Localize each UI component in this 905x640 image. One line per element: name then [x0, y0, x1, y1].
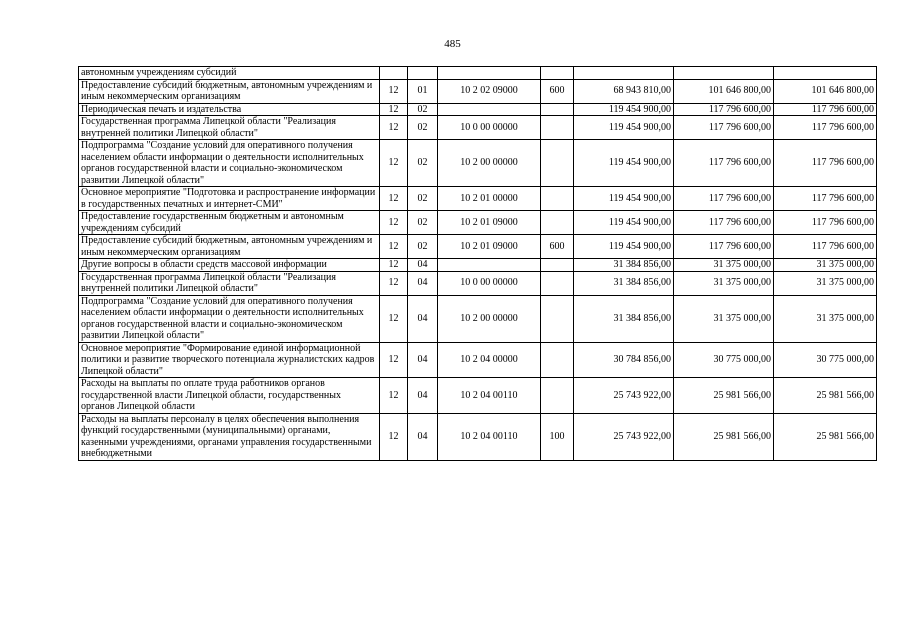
- row-name-cell: Расходы на выплаты персоналу в целях обеспечения выполнения функций государственными (муниципальными) органами, казенными учреждениями, органами управления государственными внебюджетными: [79, 413, 380, 460]
- table-row: [79, 271, 877, 295]
- amount-year-3-cell: 117 796 600,00: [774, 140, 877, 187]
- section-code-cell: 12: [380, 259, 408, 272]
- amount-year-2-cell: 30 775 000,00: [674, 342, 774, 378]
- amount-year-2-cell: 101 646 800,00: [674, 79, 774, 103]
- amount-year-2-cell: 31 375 000,00: [674, 271, 774, 295]
- amount-year-1-cell: 68 943 810,00: [574, 79, 674, 103]
- section-code-cell: 12: [380, 413, 408, 460]
- table-row: [79, 259, 877, 272]
- row-name-cell: Периодическая печать и издательства: [79, 103, 380, 116]
- expense-type-cell: [541, 140, 574, 187]
- subsection-code-cell: 04: [408, 271, 438, 295]
- amount-year-1-cell: 30 784 856,00: [574, 342, 674, 378]
- amount-year-2-cell: 117 796 600,00: [674, 211, 774, 235]
- table-row: [79, 67, 877, 80]
- amount-year-3-cell: 117 796 600,00: [774, 187, 877, 211]
- expense-type-cell: [541, 211, 574, 235]
- target-article-cell: 10 0 00 00000: [438, 116, 541, 140]
- subsection-code-cell: 04: [408, 295, 438, 342]
- subsection-code-cell: 02: [408, 187, 438, 211]
- target-article-cell: 10 2 02 09000: [438, 79, 541, 103]
- row-name-cell: Государственная программа Липецкой области "Реализация внутренней политики Липецкой области": [79, 271, 380, 295]
- table-row: [79, 342, 877, 378]
- section-code-cell: 12: [380, 378, 408, 414]
- row-name-cell: Подпрограмма "Создание условий для оперативного получения населением области информации о деятельности исполнительных органов государственной власти и социально-экономическом развитии Липецкой области": [79, 295, 380, 342]
- row-name-cell: Подпрограмма "Создание условий для оперативного получения населением области информации о деятельности исполнительных органов государственной власти и социально-экономическом развитии Липецкой области": [79, 140, 380, 187]
- amount-year-3-cell: 101 646 800,00: [774, 79, 877, 103]
- table-row: [79, 235, 877, 259]
- subsection-code-cell: 04: [408, 342, 438, 378]
- section-code-cell: 12: [380, 271, 408, 295]
- section-code-cell: [380, 67, 408, 80]
- amount-year-3-cell: 31 375 000,00: [774, 259, 877, 272]
- table-row: [79, 187, 877, 211]
- target-article-cell: 10 2 00 00000: [438, 140, 541, 187]
- expense-type-cell: 100: [541, 413, 574, 460]
- amount-year-3-cell: 117 796 600,00: [774, 235, 877, 259]
- section-code-cell: 12: [380, 103, 408, 116]
- target-article-cell: 10 2 00 00000: [438, 295, 541, 342]
- amount-year-3-cell: [774, 67, 877, 80]
- table-row: [79, 79, 877, 103]
- expense-type-cell: 600: [541, 235, 574, 259]
- amount-year-2-cell: 31 375 000,00: [674, 295, 774, 342]
- expense-type-cell: [541, 67, 574, 80]
- subsection-code-cell: 02: [408, 140, 438, 187]
- subsection-code-cell: 01: [408, 79, 438, 103]
- amount-year-3-cell: 25 981 566,00: [774, 413, 877, 460]
- row-name-cell: Основное мероприятие "Подготовка и распространение информации в государственных печатных и интернет-СМИ": [79, 187, 380, 211]
- target-article-cell: 10 2 01 09000: [438, 211, 541, 235]
- subsection-code-cell: 02: [408, 103, 438, 116]
- subsection-code-cell: 02: [408, 235, 438, 259]
- amount-year-1-cell: 25 743 922,00: [574, 413, 674, 460]
- amount-year-1-cell: 119 454 900,00: [574, 140, 674, 187]
- expense-type-cell: [541, 295, 574, 342]
- subsection-code-cell: 04: [408, 259, 438, 272]
- amount-year-1-cell: 119 454 900,00: [574, 235, 674, 259]
- amount-year-2-cell: 117 796 600,00: [674, 187, 774, 211]
- section-code-cell: 12: [380, 211, 408, 235]
- subsection-code-cell: 02: [408, 116, 438, 140]
- amount-year-2-cell: [674, 67, 774, 80]
- amount-year-3-cell: 117 796 600,00: [774, 103, 877, 116]
- target-article-cell: 10 2 01 00000: [438, 187, 541, 211]
- amount-year-1-cell: 119 454 900,00: [574, 187, 674, 211]
- amount-year-1-cell: 119 454 900,00: [574, 116, 674, 140]
- amount-year-1-cell: 119 454 900,00: [574, 103, 674, 116]
- table-row: [79, 378, 877, 414]
- section-code-cell: 12: [380, 187, 408, 211]
- expense-type-cell: [541, 116, 574, 140]
- amount-year-1-cell: 25 743 922,00: [574, 378, 674, 414]
- expense-type-cell: [541, 342, 574, 378]
- amount-year-2-cell: 117 796 600,00: [674, 140, 774, 187]
- row-name-cell: Основное мероприятие "Формирование единой информационной политики и развитие творческого потенциала журналистских кадров Липецкой области": [79, 342, 380, 378]
- table-row: [79, 140, 877, 187]
- amount-year-3-cell: 117 796 600,00: [774, 211, 877, 235]
- amount-year-2-cell: 25 981 566,00: [674, 378, 774, 414]
- table-row: [79, 295, 877, 342]
- expense-type-cell: [541, 378, 574, 414]
- table-row: [79, 116, 877, 140]
- expense-type-cell: 600: [541, 79, 574, 103]
- row-name-cell: Государственная программа Липецкой области "Реализация внутренней политики Липецкой области": [79, 116, 380, 140]
- row-name-cell: Предоставление субсидий бюджетным, автономным учреждениям и иным некоммерческим организациям: [79, 235, 380, 259]
- target-article-cell: [438, 103, 541, 116]
- page-number: 485: [444, 38, 461, 50]
- target-article-cell: [438, 259, 541, 272]
- table-row: [79, 211, 877, 235]
- amount-year-1-cell: 31 384 856,00: [574, 259, 674, 272]
- table-row: [79, 413, 877, 460]
- subsection-code-cell: [408, 67, 438, 80]
- section-code-cell: 12: [380, 295, 408, 342]
- amount-year-3-cell: 31 375 000,00: [774, 295, 877, 342]
- target-article-cell: 10 2 04 00000: [438, 342, 541, 378]
- target-article-cell: 10 2 01 09000: [438, 235, 541, 259]
- table-body: [79, 67, 877, 461]
- amount-year-1-cell: [574, 67, 674, 80]
- section-code-cell: 12: [380, 140, 408, 187]
- amount-year-3-cell: 30 775 000,00: [774, 342, 877, 378]
- row-name-cell: Другие вопросы в области средств массовой информации: [79, 259, 380, 272]
- expense-type-cell: [541, 271, 574, 295]
- section-code-cell: 12: [380, 235, 408, 259]
- target-article-cell: 10 2 04 00110: [438, 413, 541, 460]
- amount-year-2-cell: 117 796 600,00: [674, 235, 774, 259]
- amount-year-2-cell: 117 796 600,00: [674, 103, 774, 116]
- expense-type-cell: [541, 187, 574, 211]
- expense-type-cell: [541, 103, 574, 116]
- subsection-code-cell: 02: [408, 211, 438, 235]
- section-code-cell: 12: [380, 79, 408, 103]
- amount-year-3-cell: 31 375 000,00: [774, 271, 877, 295]
- amount-year-1-cell: 119 454 900,00: [574, 211, 674, 235]
- expense-type-cell: [541, 259, 574, 272]
- budget-table: [78, 66, 877, 461]
- row-name-cell: Расходы на выплаты по оплате труда работников органов государственной власти Липецкой области, государственных органов Липецкой области: [79, 378, 380, 414]
- section-code-cell: 12: [380, 342, 408, 378]
- amount-year-3-cell: 25 981 566,00: [774, 378, 877, 414]
- amount-year-2-cell: 25 981 566,00: [674, 413, 774, 460]
- amount-year-3-cell: 117 796 600,00: [774, 116, 877, 140]
- amount-year-1-cell: 31 384 856,00: [574, 295, 674, 342]
- subsection-code-cell: 04: [408, 413, 438, 460]
- amount-year-2-cell: 31 375 000,00: [674, 259, 774, 272]
- table-row: [79, 103, 877, 116]
- section-code-cell: 12: [380, 116, 408, 140]
- row-name-cell: автономным учреждениям субсидий: [79, 67, 380, 80]
- amount-year-1-cell: 31 384 856,00: [574, 271, 674, 295]
- target-article-cell: 10 2 04 00110: [438, 378, 541, 414]
- subsection-code-cell: 04: [408, 378, 438, 414]
- target-article-cell: [438, 67, 541, 80]
- row-name-cell: Предоставление государственным бюджетным и автономным учреждениям субсидий: [79, 211, 380, 235]
- amount-year-2-cell: 117 796 600,00: [674, 116, 774, 140]
- target-article-cell: 10 0 00 00000: [438, 271, 541, 295]
- row-name-cell: Предоставление субсидий бюджетным, автономным учреждениям и иным некоммерческим организациям: [79, 79, 380, 103]
